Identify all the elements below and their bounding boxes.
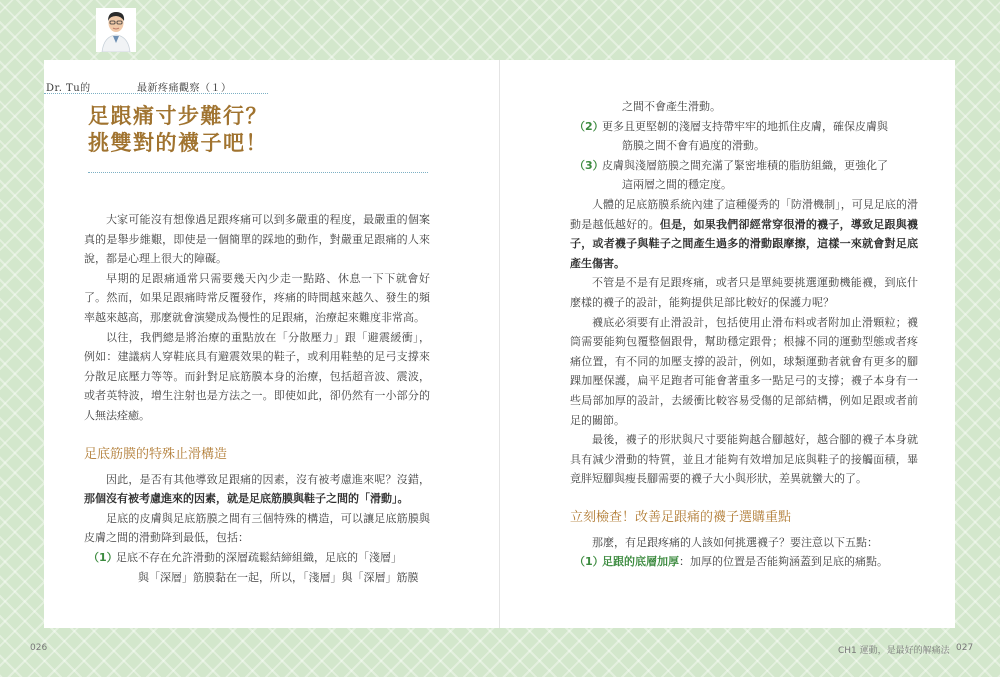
author-photo [96,8,136,52]
paragraph: 不管是不是有足跟疼痛，或者只是單純要挑選運動機能襪，到底什麼樣的襪子的設計，能夠提供足部比較好的保護力呢？ [570,276,918,309]
title-line-2: 挑雙對的襪子吧！ [88,130,268,155]
list-number: （1） [88,550,118,564]
article-title [88,102,268,156]
list-text: 足底不存在允許滑動的深層疏鬆結締組織，足底的「淺層」 [116,550,402,564]
paragraph-text: 因此，是否有其他導致足跟痛的因素，沒有被考慮進來呢？沒錯， [106,472,430,486]
column-author-label: Dr. Tu的 [46,83,91,94]
list-number: （3） [574,158,604,172]
point-text: ：加厚的位置是否能夠涵蓋到足底的痛點。 [679,555,888,569]
chapter-running-head: CH1 運動，是最好的解痛法 [838,646,950,656]
paragraph [570,195,918,273]
paragraph: 以往，我們總是將治療的重點放在「分散壓力」跟「避震緩衝」，例如：建議病人穿鞋底具有避震效果的鞋子，或利用鞋墊的足弓支撐來分散足底壓力等等。而針對足底筋膜本身的治療，包括超音波、震波，或者英特波，增生注射也是方法之一。即使如此，卻仍然有一小部分的人無法痊癒。 [84,330,430,422]
paragraph: 襪底必須要有止滑設計，包括使用止滑布料或者附加止滑顆粒；襪筒需要能夠包覆整個跟骨，幫助穩定跟骨；根據不同的運動型態或者疼痛位置，有不同的加壓支撐的設計，例如，球類運動者就會有更多的腳踝加壓保護，扁平足跑者可能會著重多一點足弓的支撐；襪子本身有一些局部加厚的設計，去緩衝比較容易受傷的足部結構，例如足跟或者前足的關節。 [570,315,918,427]
list-text-continued: 與「深層」筋膜黏在一起，所以，「淺層」與「深層」筋膜 [138,570,419,584]
paragraph: 早期的足跟痛通常只需要幾天內少走一點路、休息一下下就會好了。然而，如果足跟痛時常反覆發作，疼痛的時間越來越久、發生的頻率越來越高，那麼就會演變成為慢性的足跟痛，治療起來難度非常高。 [84,271,430,324]
paragraph-text: 人體的足底筋膜系統內建了這種優秀的「防滑機制」，可見足底的滑動是越低越好的。 [570,197,918,231]
title-divider [88,172,428,173]
list-item [570,156,918,176]
column-series-label: 最新疼痛觀察（１） [137,83,232,94]
list-item [84,548,430,568]
header-divider [44,93,268,94]
right-column [570,97,918,572]
page-number-right: 027 [956,643,974,653]
list-text-continued: 這兩層之間的穩定度。 [622,178,732,192]
list-item [570,117,918,137]
list-text [602,552,918,572]
paragraph [84,470,430,509]
list-text: 皮膚與淺層筋膜之間充滿了緊密堆積的脂肪組織，更強化了 [602,158,888,172]
paragraph: 大家可能沒有想像過足跟疼痛可以到多嚴重的程度，最嚴重的個案真的是舉步維艱，即使是一個簡單的踩地的動作，對嚴重足跟痛的人來說，都是心理上很大的障礙。 [84,213,430,266]
emphasis-text: 那個沒有被考慮進來的因素，就是足底筋膜與鞋子之間的「滑動」。 [84,492,409,506]
paragraph: 足底的皮膚與足底筋膜之間有三個特殊的構造，可以讓足底筋膜與皮膚之間的滑動降到最低，包括： [84,511,430,545]
emphasis-text: 但是，如果我們卻經常穿很滑的襪子，導致足跟與襪子，或者襪子與鞋子之間產生過多的滑動跟摩擦，這樣一來就會對足底產生傷害。 [570,217,919,270]
title-line-1: 足跟痛寸步難行？ [88,103,268,128]
list-number: （1） [574,555,604,569]
list-text-continued: 之間不會產生滑動。 [622,100,721,113]
page-number-left: 026 [30,643,48,653]
paragraph: 最後，襪子的形狀與尺寸要能夠越合腳越好，越合腳的襪子本身就具有減少滑動的特質，並且才能夠有效增加足底與鞋子的接觸面積，畢竟胖短腳與瘦長腳需要的襪子大小與形狀，差異就蠻大的了。 [570,433,918,486]
section-heading: 立刻檢查！改善足跟痛的襪子選購重點 [570,509,792,525]
point-label: 足跟的底層加厚 [602,555,679,569]
paragraph: 那麼，有足跟疼痛的人該如何挑選襪子？要注意以下五點： [592,535,878,549]
list-item [570,552,918,572]
section-heading: 足底筋膜的特殊止滑構造 [84,446,228,462]
list-text-continued: 筋膜之間不會有過度的滑動。 [622,139,765,153]
left-column [84,210,430,587]
page-gutter [499,60,500,628]
list-number: （2） [574,119,604,133]
list-text: 更多且更堅韌的淺層支持帶牢牢的地抓住皮膚，確保皮膚與 [602,119,888,133]
